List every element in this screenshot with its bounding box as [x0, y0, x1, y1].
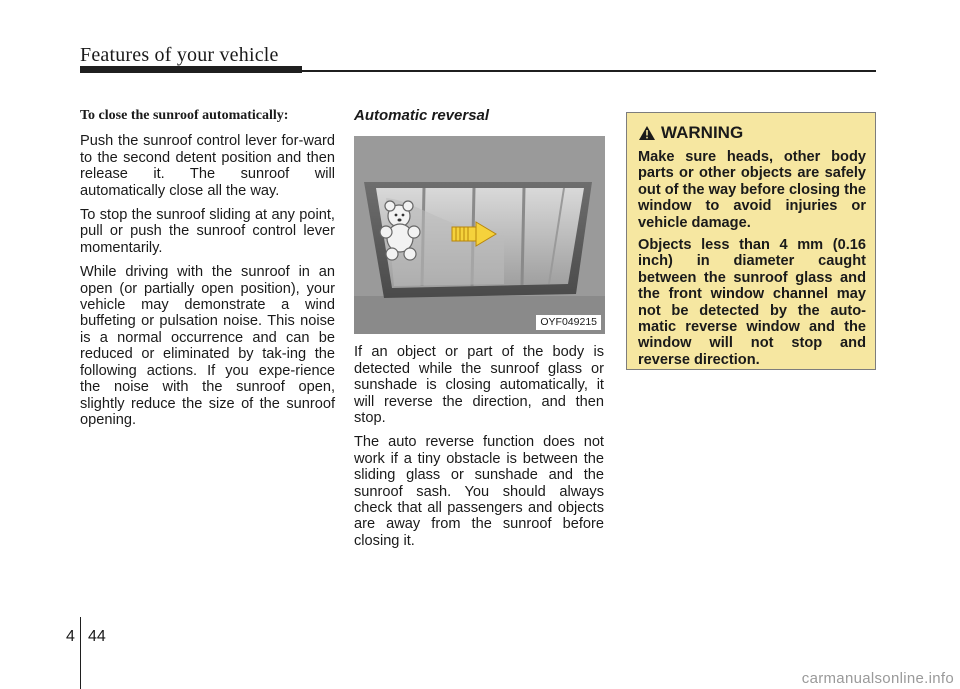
column-left	[80, 108, 335, 436]
figure-code: OYF049215	[536, 315, 601, 330]
footer-divider	[80, 617, 81, 689]
paragraph: While driving with the sunroof in an open (or partially open position), your vehicle may demonstrate a wind buffeting or pulsation noise. This noise is a normal occurrence and can be reduced or eliminated by tak-ing the following actions. If you expe-rience the noise with the sunroof open, slightly reduce the size of the sunroof opening.	[80, 264, 335, 428]
warning-title: WARNING	[661, 123, 744, 142]
header-rule-thin	[302, 70, 876, 72]
paragraph: Push the sunroof control lever for-ward to the second detent position and then release it. The sunroof will automatically close all the way.	[80, 133, 335, 199]
chapter-number: 4	[66, 628, 75, 645]
sunroof-glass-image	[354, 136, 605, 334]
warning-paragraph: Objects less than 4 mm (0.16 inch) in diameter caught between the sunroof glass and the front window channel may not be detected by the auto-matic reverse window and the window will not stop and reverse direction.	[638, 237, 866, 368]
warning-box	[626, 112, 876, 370]
watermark: carmanualsonline.info	[801, 670, 954, 687]
warning-paragraph: Make sure heads, other body parts or other objects are safely out of the way before closing the window to avoid injuries or vehicle damage.	[638, 149, 866, 231]
header-rule-thick	[80, 66, 302, 73]
close-sunroof-heading: To close the sunroof automatically:	[80, 108, 289, 123]
automatic-reversal-heading: Automatic reversal	[354, 107, 490, 124]
page-section-title: Features of your vehicle	[80, 44, 279, 66]
paragraph: If an object or part of the body is detected while the sunroof glass or sunshade is closing automatically, it will reverse the direction, and then stop.	[354, 344, 604, 427]
column-middle	[354, 108, 604, 557]
sunroof-illustration	[354, 136, 605, 334]
warning-triangle-icon	[638, 125, 656, 141]
paragraph: The auto reverse function does not work if a tiny obstacle is between the sliding glass or sunshade and the sunroof sash. You should always check that all passengers and objects are away from the sunroof before closing it.	[354, 434, 604, 549]
paragraph: To stop the sunroof sliding at any point, pull or push the sunroof control lever momentarily.	[80, 207, 335, 256]
warning-header	[638, 123, 866, 143]
page-number: 44	[88, 628, 106, 645]
